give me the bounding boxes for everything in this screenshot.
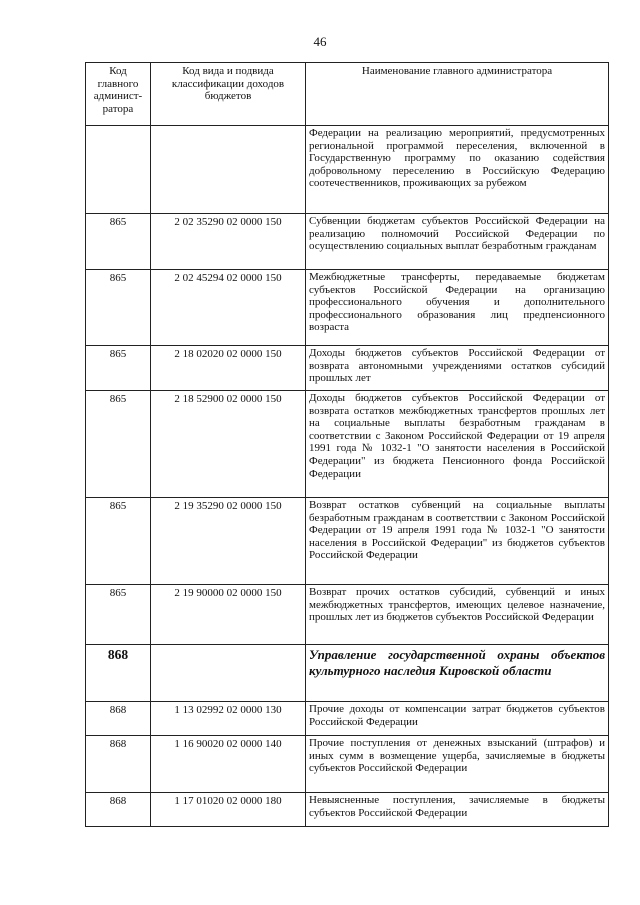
admin-header-row [86,645,609,702]
table-row [86,126,609,214]
table-row [86,585,609,645]
classification-code-cell: 1 17 01020 02 0000 180 [151,793,306,827]
table-row [86,498,609,585]
admin-name-cell: Межбюджетные трансферты, передаваемые бюджетам субъектов Российской Федерации на организацию профессионального обучения и дополнительного профессионального образования лиц предпенсионного возраста [306,270,609,346]
classification-code-cell: 2 02 35290 02 0000 150 [151,214,306,270]
admin-code-cell: 868 [86,645,151,702]
admin-code-cell: 865 [86,214,151,270]
admin-name-cell: Возврат остатков субвенций на социальные выплаты безработным гражданам в соответствии с Законом Российской Федерации от 19 апреля 1991 года № 1032-1 "О занятости населения в Российской Федерации" из бюджетов субъектов Российской Федерации [306,498,609,585]
admin-name-cell: Субвенции бюджетам субъектов Российской Федерации на реализацию полномочий Российской Федерации по осуществлению социальных выплат безработным гражданам [306,214,609,270]
classification-code-cell: 2 18 52900 02 0000 150 [151,391,306,498]
admin-code-cell: 865 [86,585,151,645]
classification-code-cell: 2 19 90000 02 0000 150 [151,585,306,645]
classification-code-cell: 1 13 02992 02 0000 130 [151,702,306,736]
table-row [86,736,609,793]
classification-code-cell [151,126,306,214]
admin-name-cell: Управление государственной охраны объектов культурного наследия Кировской области [306,645,609,702]
header-admin-code: Код главного админист-ратора [86,63,151,126]
classification-code-cell: 2 19 35290 02 0000 150 [151,498,306,585]
admin-name-cell: Возврат прочих остатков субсидий, субвенций и иных межбюджетных трансфертов, имеющих целевое назначение, прошлых лет из бюджетов субъектов Российской Федерации [306,585,609,645]
admin-code-cell [86,126,151,214]
admin-code-cell: 865 [86,346,151,391]
classification-code-cell: 2 18 02020 02 0000 150 [151,346,306,391]
admin-code-cell: 865 [86,270,151,346]
table-header-row [86,63,609,126]
admin-code-cell: 865 [86,391,151,498]
admin-name-cell: Невыясненные поступления, зачисляемые в бюджеты субъектов Российской Федерации [306,793,609,827]
table-row [86,702,609,736]
admin-code-cell: 868 [86,736,151,793]
admin-name-cell: Прочие доходы от компенсации затрат бюджетов субъектов Российской Федерации [306,702,609,736]
admin-name-cell: Федерации на реализацию мероприятий, предусмотренных региональной программой переселения, включенной в Государственную программу по оказанию содействия добровольному переселению в Российскую Федерацию соотечественников, проживающих за рубежом [306,126,609,214]
page-number: 46 [313,34,327,49]
classification-code-cell [151,645,306,702]
admin-code-cell: 868 [86,793,151,827]
table-row [86,346,609,391]
table-row [86,391,609,498]
classification-code-cell: 2 02 45294 02 0000 150 [151,270,306,346]
revenue-administrators-table [85,62,609,827]
table-row [86,270,609,346]
table-row [86,793,609,827]
table-row [86,214,609,270]
header-admin-name: Наименование главного администратора [306,63,609,126]
classification-code-cell: 1 16 90020 02 0000 140 [151,736,306,793]
admin-code-cell: 865 [86,498,151,585]
table-body [86,126,609,827]
admin-name-cell: Прочие поступления от денежных взысканий (штрафов) и иных сумм в возмещение ущерба, зачисляемые в бюджеты субъектов Российской Федерации [306,736,609,793]
admin-name-cell: Доходы бюджетов субъектов Российской Федерации от возврата автономными учреждениями остатков субсидий прошлых лет [306,346,609,391]
admin-code-cell: 868 [86,702,151,736]
admin-name-cell: Доходы бюджетов субъектов Российской Федерации от возврата остатков межбюджетных трансфертов прошлых лет на социальные выплаты безработным гражданам в соответствии с Законом Российской Федерации от 19 апреля 1991 года № 1032-1 "О занятости населения в Российской Федерации" из бюджета Пенсионного фонда Российской Федерации [306,391,609,498]
header-classification-code: Код вида и подвида классификации доходов бюджетов [151,63,306,126]
